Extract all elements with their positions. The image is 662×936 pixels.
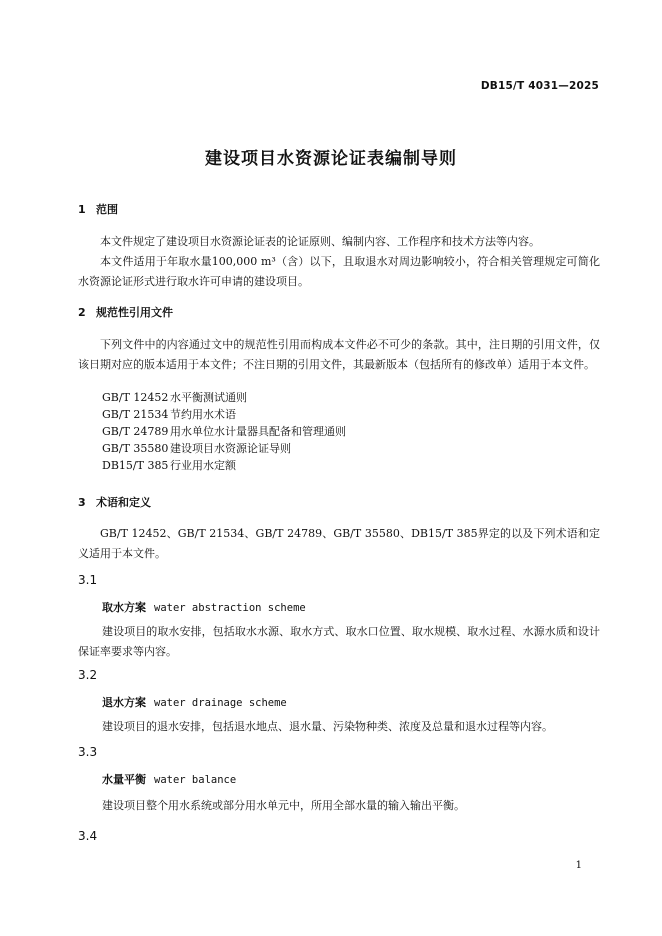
reference-name: 建设项目水资源论证导则 xyxy=(170,442,291,455)
term-heading xyxy=(102,694,287,710)
section-number: 3 xyxy=(78,496,86,509)
paragraph: 本文件适用于年取水量100,000 m³（含）以下，且取退水对周边影响较小，符合相关管理规定可简化水资源论证形式进行取水许可申请的建设项目。 xyxy=(78,255,600,288)
section-title: 规范性引用文件 xyxy=(96,306,173,319)
paragraph: 本文件规定了建设项目水资源论证表的论证原则、编制内容、工作程序和技术方法等内容。 xyxy=(100,235,540,248)
section-number: 1 xyxy=(78,203,86,216)
term-en: water abstraction scheme xyxy=(154,602,306,614)
term-zh: 水量平衡 xyxy=(102,773,146,786)
document-code: DB15/T 4031—2025 xyxy=(480,80,599,92)
section-heading-normative xyxy=(78,304,173,320)
reference-code: GB/T 12452 xyxy=(102,391,169,404)
term-definition: 建设项目的取水安排，包括取水水源、取水方式、取水口位置、取水规模、取水过程、水源水质和设计保证率要求等内容。 xyxy=(78,625,600,658)
term-zh: 取水方案 xyxy=(102,601,146,614)
reference-name: 行业用水定额 xyxy=(170,459,236,472)
term-zh: 退水方案 xyxy=(102,696,146,709)
reference-code: DB15/T 385 xyxy=(102,459,169,472)
section-title: 术语和定义 xyxy=(96,496,151,509)
reference-item xyxy=(102,440,291,456)
term-number: 3.2 xyxy=(78,668,98,682)
reference-item xyxy=(102,389,247,405)
reference-name: 用水单位水计量器具配备和管理通则 xyxy=(170,425,346,438)
term-en: water balance xyxy=(154,774,237,786)
reference-item xyxy=(102,423,346,439)
section-heading-terms xyxy=(78,494,151,510)
reference-code: GB/T 24789 xyxy=(102,425,169,438)
term-definition: 建设项目整个用水系统或部分用水单元中，所用全部水量的输入输出平衡。 xyxy=(102,799,465,812)
reference-item xyxy=(102,406,236,422)
page-number: 1 xyxy=(575,860,582,871)
term-heading xyxy=(102,599,306,615)
paragraph: GB/T 12452、GB/T 21534、GB/T 24789、GB/T 35580、DB15/T 385界定的以及下列术语和定义适用于本文件。 xyxy=(78,527,600,560)
term-definition: 建设项目的退水安排，包括退水地点、退水量、污染物种类、浓度及总量和退水过程等内容。 xyxy=(102,720,553,733)
reference-item xyxy=(102,457,236,473)
section-number: 2 xyxy=(78,306,86,319)
paragraph: 下列文件中的内容通过文中的规范性引用而构成本文件必不可少的条款。其中，注日期的引用文件，仅该日期对应的版本适用于本文件；不注日期的引用文件，其最新版本（包括所有的修改单）适用于本文件。 xyxy=(78,338,600,371)
reference-name: 水平衡测试通则 xyxy=(170,391,247,404)
term-number: 3.4 xyxy=(78,829,98,843)
page-title: 建设项目水资源论证表编制导则 xyxy=(205,149,457,169)
reference-code: GB/T 35580 xyxy=(102,442,169,455)
reference-code: GB/T 21534 xyxy=(102,408,169,421)
section-title: 范围 xyxy=(96,203,118,216)
section-heading-scope xyxy=(78,201,118,217)
term-number: 3.1 xyxy=(78,573,98,587)
term-en: water drainage scheme xyxy=(154,697,287,709)
reference-name: 节约用水术语 xyxy=(170,408,236,421)
term-number: 3.3 xyxy=(78,745,98,759)
term-heading xyxy=(102,771,236,787)
